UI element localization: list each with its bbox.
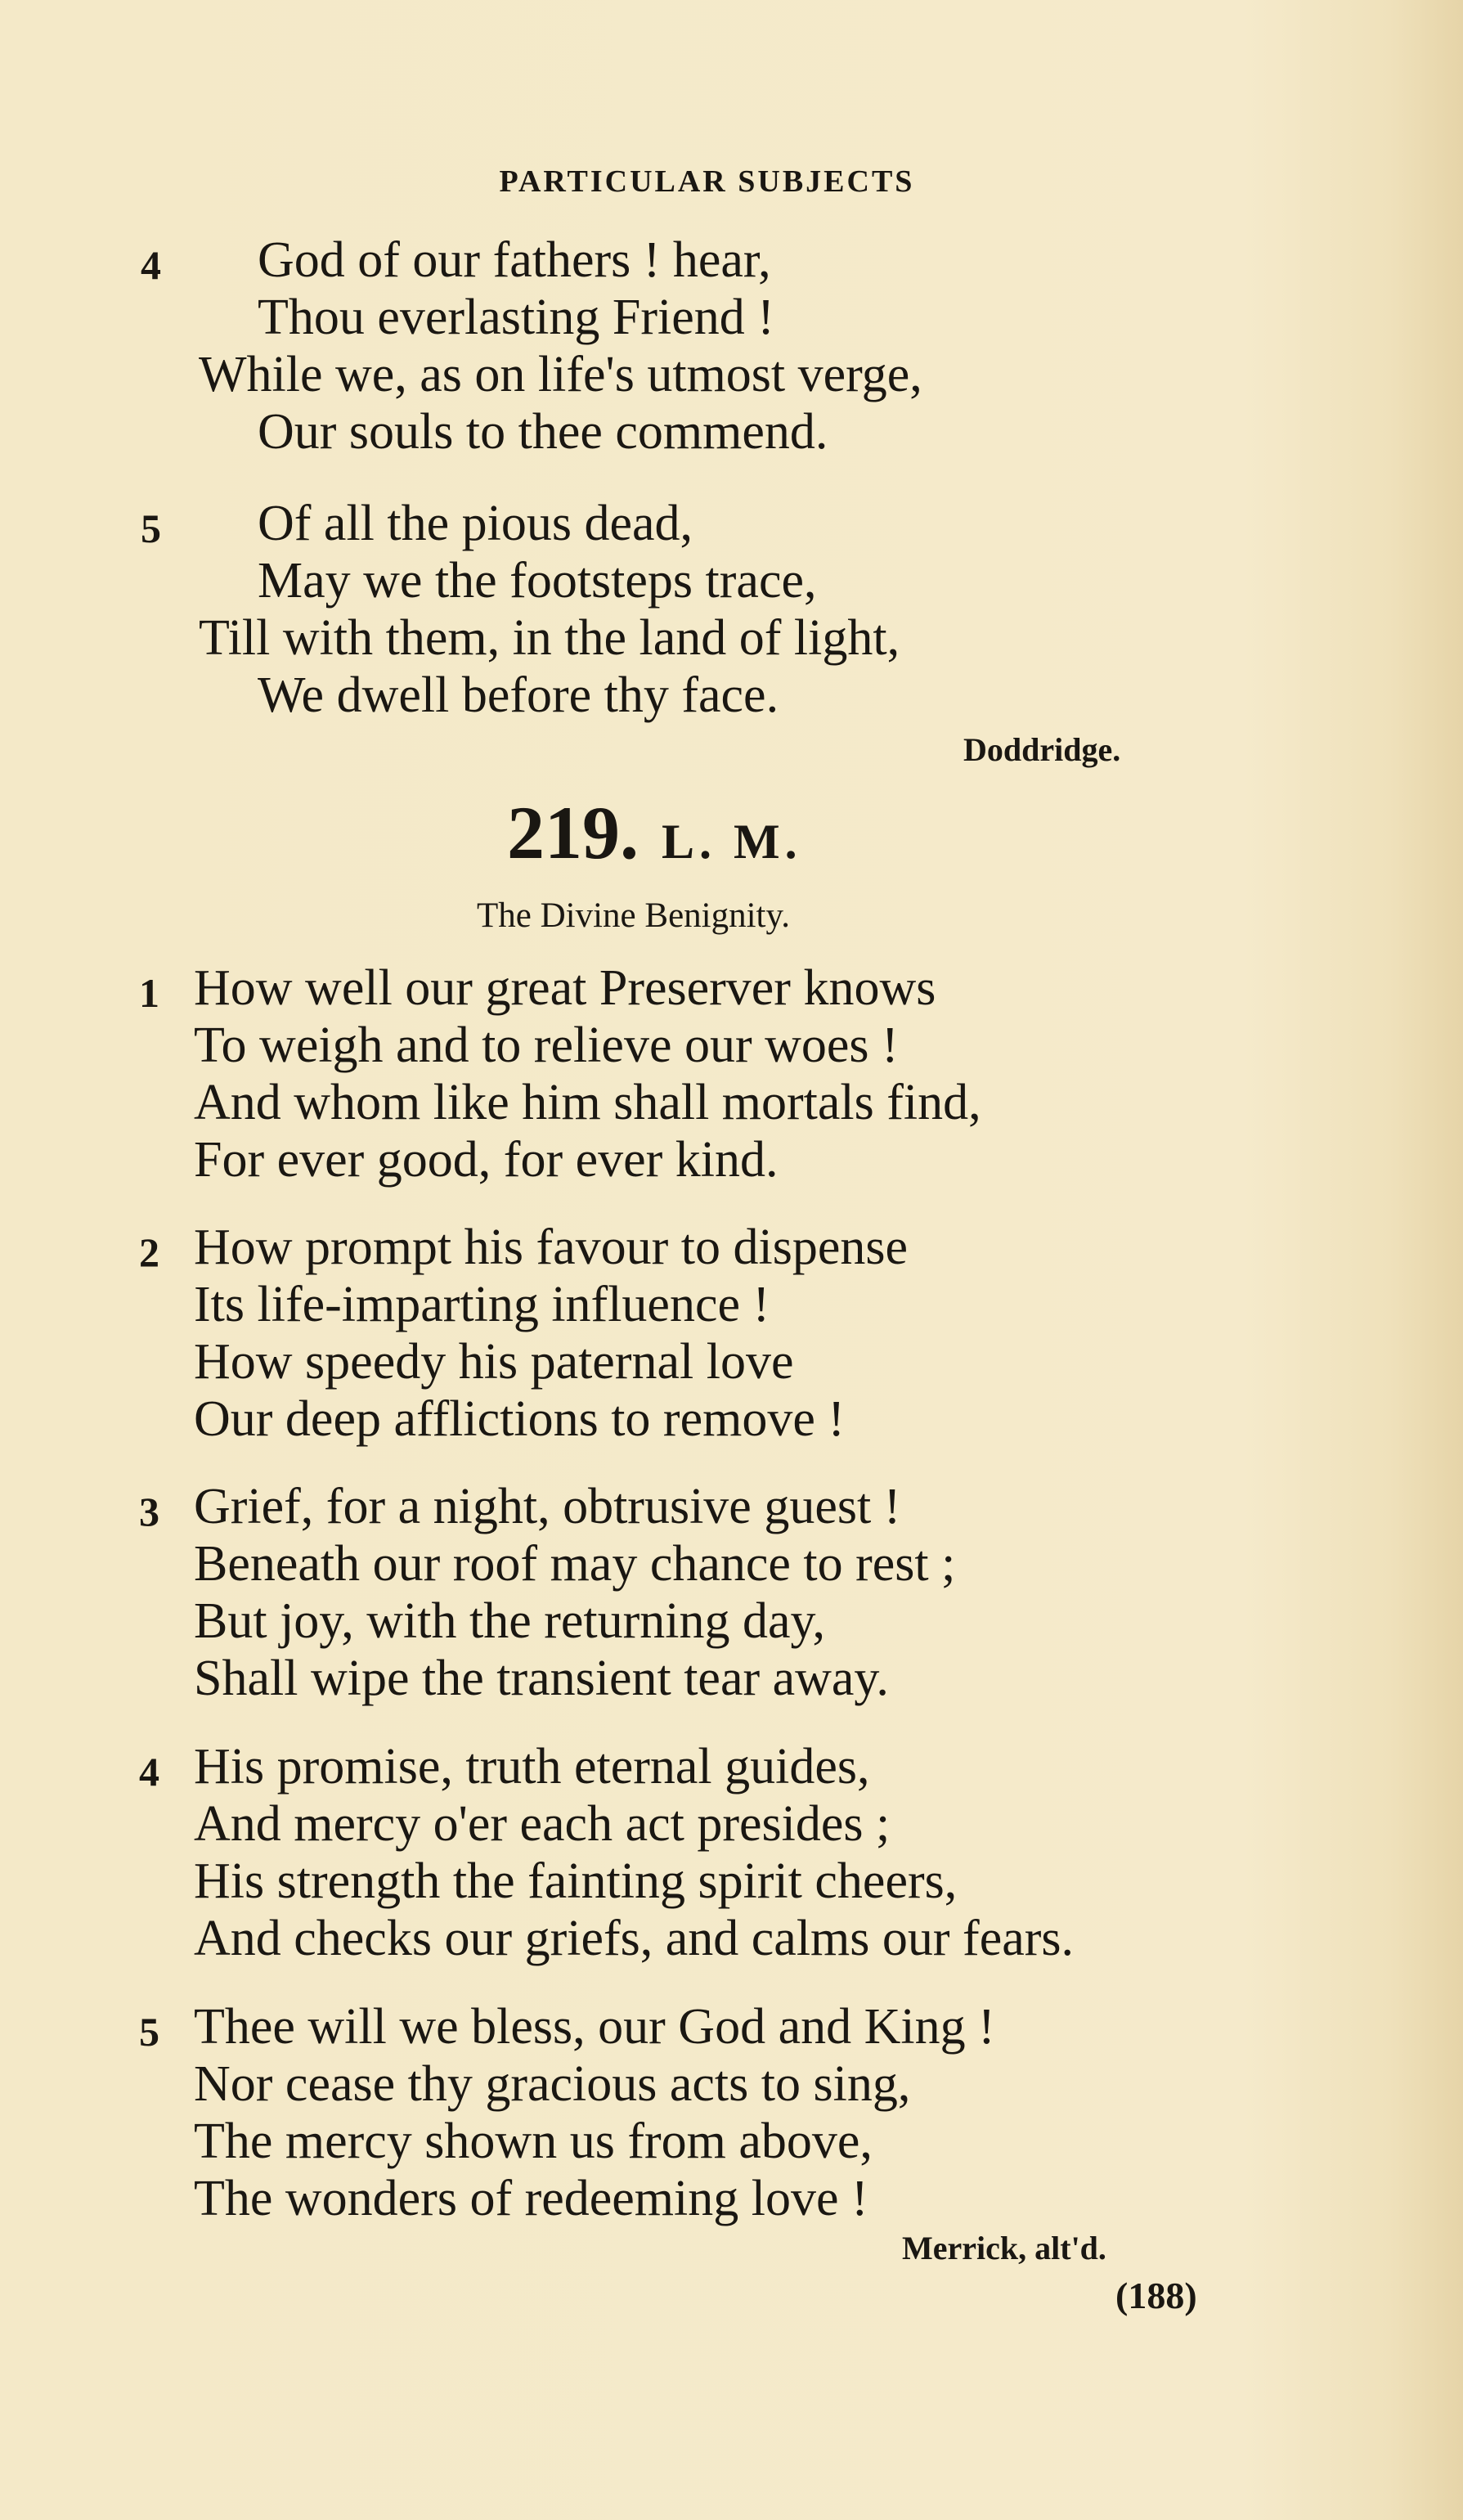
verse-line: Of all the pious dead,	[258, 496, 693, 551]
verse-number: 4	[139, 1749, 159, 1795]
verse-2	[0, 1219, 1390, 1448]
verse-number: 1	[139, 970, 159, 1016]
verse-line: Grief, for a night, obtrusive guest !	[194, 1479, 901, 1534]
verse-line: Shall wipe the transient tear away.	[194, 1651, 889, 1706]
verse-1	[0, 959, 1390, 1188]
verse-number: 5	[139, 2009, 159, 2055]
verse-4	[0, 1738, 1390, 1967]
verse-line: Beneath our roof may chance to rest ;	[194, 1536, 956, 1592]
verse-line: And whom like him shall mortals find,	[194, 1075, 981, 1130]
verse-line: Nor cease thy gracious acts to sing,	[194, 2056, 911, 2112]
verse-number: 4	[141, 242, 161, 288]
verse-line: How well our great Preserver knows	[194, 960, 936, 1016]
verse-line: God of our fathers ! hear,	[258, 232, 771, 288]
running-header: PARTICULAR SUBJECTS	[499, 164, 915, 199]
verse-line: Thee will we bless, our God and King !	[194, 1999, 995, 2055]
verse-number: 2	[139, 1229, 159, 1275]
top-verse-4	[0, 231, 1390, 460]
attribution: Merrick, alt'd.	[902, 2230, 1106, 2266]
verse-line: May we the footsteps trace,	[258, 553, 817, 609]
hymn-number: 219.	[507, 791, 639, 874]
attribution: Doddridge.	[963, 731, 1121, 768]
top-verse-5	[0, 495, 1390, 724]
verse-line: While we, as on life's utmost verge,	[199, 347, 922, 402]
verse-line: His strength the fainting spirit cheers,	[194, 1853, 958, 1909]
verse-5	[0, 1998, 1390, 2227]
verse-number: 5	[141, 505, 161, 551]
verse-line: His promise, truth eternal guides,	[194, 1739, 870, 1795]
verse-line: Our souls to thee commend.	[258, 404, 828, 460]
verse-line: The wonders of redeeming love !	[194, 2171, 868, 2226]
verse-line: To weigh and to relieve our woes !	[194, 1017, 899, 1073]
verse-line: How speedy his paternal love	[194, 1334, 794, 1390]
verse-line: But joy, with the returning day,	[194, 1593, 826, 1649]
verse-line: And checks our griefs, and calms our fears.	[194, 1911, 1075, 1966]
hymn-title	[507, 789, 802, 876]
verse-line: We dwell before thy face.	[258, 667, 779, 723]
verse-line: For ever good, for ever kind.	[194, 1132, 779, 1188]
page-number: (188)	[1115, 2275, 1197, 2316]
verse-line: And mercy o'er each act presides ;	[194, 1796, 891, 1852]
verse-line: The mercy shown us from above,	[194, 2113, 873, 2169]
verse-line: Thou everlasting Friend !	[258, 290, 774, 345]
hymn-meter: L. M.	[662, 815, 802, 869]
verse-3	[0, 1478, 1390, 1707]
verse-line: Its life-imparting influence !	[194, 1277, 770, 1332]
verse-line: How prompt his favour to dispense	[194, 1220, 909, 1275]
verse-line: Our deep afflictions to remove !	[194, 1391, 845, 1447]
hymn-subtitle: The Divine Benignity.	[477, 896, 790, 935]
verse-line: Till with them, in the land of light,	[199, 610, 900, 666]
verse-number: 3	[139, 1489, 159, 1534]
